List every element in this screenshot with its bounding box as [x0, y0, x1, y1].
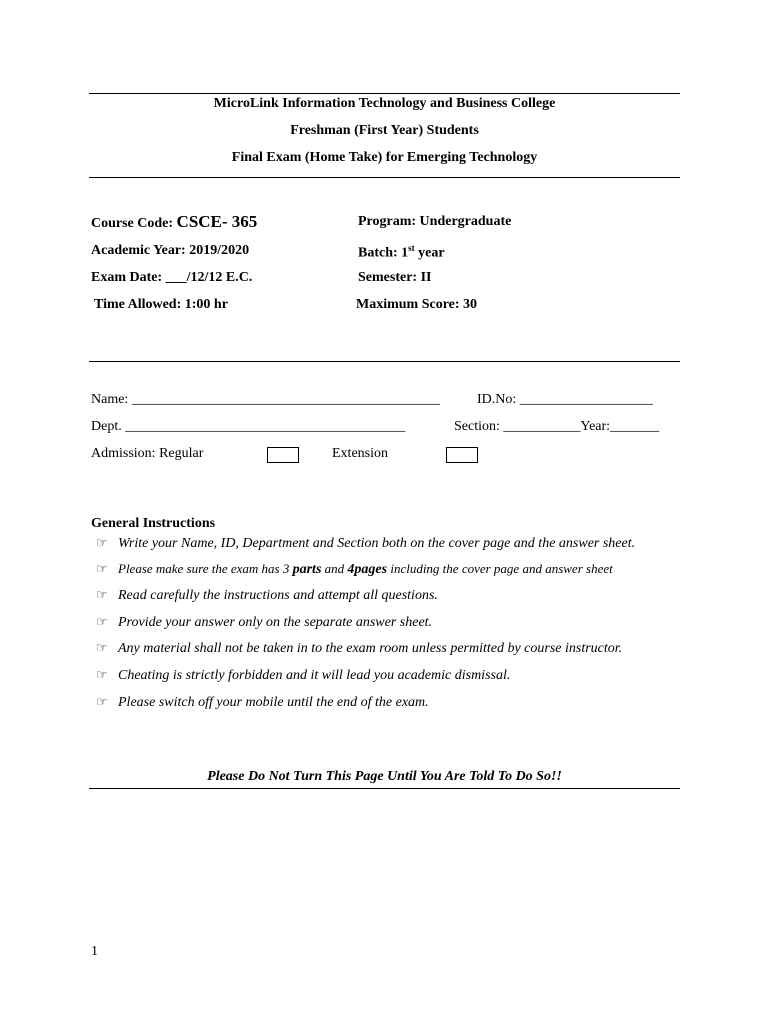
hand-pointing-right-icon: ☞: [96, 535, 108, 550]
hand-pointing-right-icon: ☞: [96, 667, 108, 682]
time-allowed: Time Allowed: 1:00 hr: [94, 297, 228, 312]
instruction-item-parts: [96, 561, 613, 578]
instruction-text: Cheating is strictly forbidden and it will lead you academic dismissal.: [118, 668, 511, 683]
program: Program: Undergraduate: [358, 214, 512, 229]
batch: [358, 243, 445, 262]
do-not-turn-warning: Please Do Not Turn This Page Until You Are Told To Do So!!: [207, 769, 562, 784]
hand-pointing-right-icon: ☞: [96, 640, 108, 655]
info-bottom-rule: [89, 361, 680, 362]
instruction-item: [96, 667, 510, 684]
id-field: ID.No: ___________________: [477, 392, 653, 407]
course-code-value: CSCE- 365: [176, 212, 258, 231]
hand-pointing-right-icon: ☞: [96, 587, 108, 602]
course-code-label: Course Code:: [91, 216, 174, 231]
instruction-text: Any material shall not be taken in to the exam room unless permitted by course instructor.: [118, 641, 623, 656]
extension-checkbox[interactable]: [446, 447, 478, 463]
semester: Semester: II: [358, 270, 432, 285]
course-code: [91, 212, 257, 232]
bottom-rule: [89, 788, 680, 789]
instructions-title: General Instructions: [91, 516, 216, 531]
instruction-text: Read carefully the instructions and attempt all questions.: [118, 588, 438, 603]
extension-label: Extension: [332, 446, 388, 461]
parts-middle: and: [321, 561, 348, 576]
exam-date: Exam Date: ___/12/12 E.C.: [91, 270, 253, 285]
instruction-item: [96, 694, 429, 711]
admission-regular-label: Admission: Regular: [91, 446, 204, 461]
hand-pointing-right-icon: ☞: [96, 614, 108, 629]
pages-count-word: 4pages: [347, 562, 388, 577]
batch-sup: st: [408, 243, 415, 253]
regular-checkbox[interactable]: [267, 447, 299, 463]
hand-pointing-right-icon: ☞: [96, 561, 108, 576]
academic-year: Academic Year: 2019/2020: [91, 243, 250, 258]
exam-title: Final Exam (Home Take) for Emerging Technology: [231, 150, 538, 165]
instruction-text: [118, 561, 613, 578]
parts-before: Please make sure the exam has 3: [118, 561, 293, 576]
batch-suffix: year: [414, 245, 445, 261]
header-bottom-rule: [89, 177, 680, 178]
parts-count-word: parts: [292, 562, 322, 577]
page-number: 1: [91, 944, 98, 959]
instruction-text: Please switch off your mobile until the end of the exam.: [118, 695, 429, 710]
instruction-item: [96, 640, 622, 657]
dept-field: Dept. ________________________________________: [91, 419, 406, 434]
instruction-item: [96, 535, 635, 552]
instruction-text: Write your Name, ID, Department and Section both on the cover page and the answer sheet.: [118, 536, 636, 551]
instruction-text: Provide your answer only on the separate answer sheet.: [118, 615, 433, 630]
audience-line: Freshman (First Year) Students: [290, 123, 479, 138]
section-year-field: Section: ___________Year:_______: [454, 419, 660, 434]
hand-pointing-right-icon: ☞: [96, 694, 108, 709]
batch-prefix: Batch: 1: [358, 245, 409, 261]
college-name: MicroLink Information Technology and Business College: [213, 96, 556, 111]
top-rule: [89, 93, 680, 94]
maximum-score: Maximum Score: 30: [356, 297, 478, 312]
name-field: Name: ____________________________________________: [91, 392, 440, 407]
instruction-item: [96, 587, 438, 604]
parts-after: including the cover page and answer sheet: [387, 561, 613, 576]
instruction-item: [96, 614, 432, 631]
